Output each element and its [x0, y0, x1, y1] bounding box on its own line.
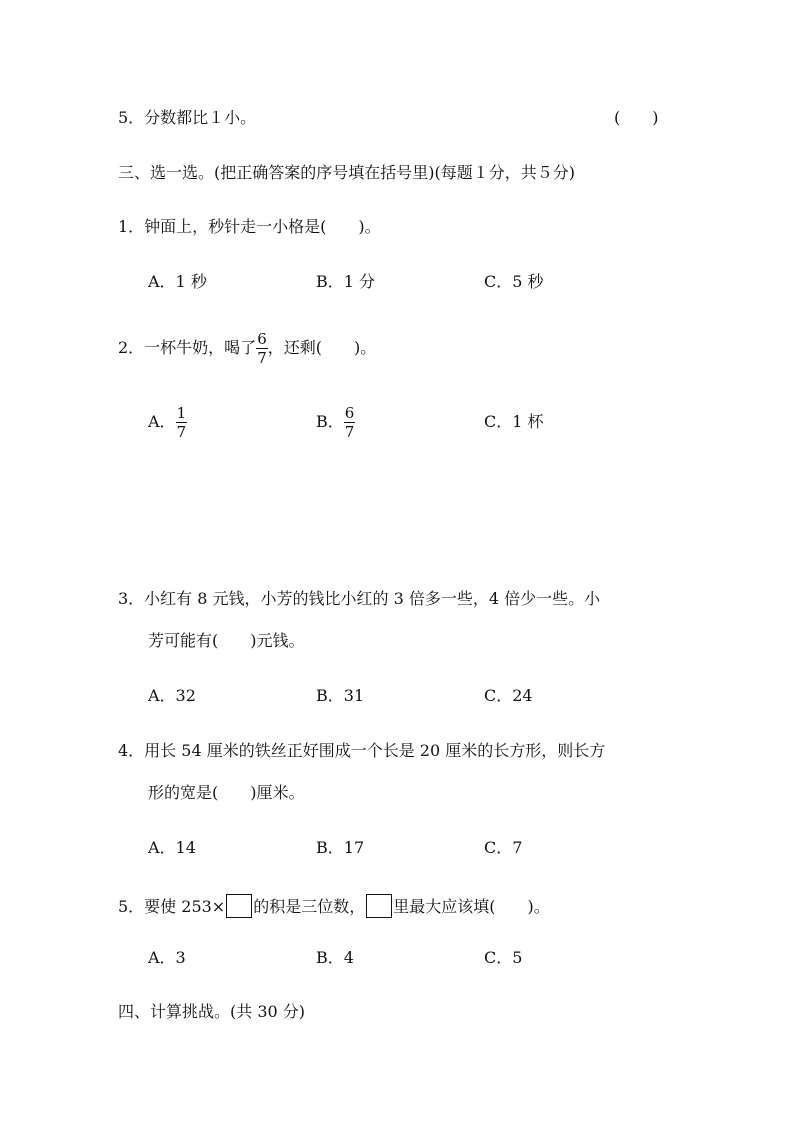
- q1-option-b: B．1 分: [316, 272, 376, 291]
- q5-option-a: A．3: [148, 948, 186, 967]
- judge-item-5: [118, 108, 256, 128]
- q2-option-b-label: B．: [316, 412, 344, 431]
- q3-option-a: A．32: [148, 686, 196, 705]
- q2-option-c: C．1 杯: [484, 412, 544, 431]
- q2-option-a-numerator: 1: [176, 404, 187, 422]
- q2-option-b-numerator: 6: [344, 404, 355, 422]
- q2-option-b-fraction: [344, 405, 356, 440]
- q2-option-a: [148, 402, 187, 442]
- q5-text-pre: 5．要使 253×: [118, 897, 226, 916]
- q2-fraction: [256, 331, 268, 366]
- q2-text-pre: 2．一杯牛奶，喝了: [118, 338, 257, 357]
- q2-option-b: [316, 402, 355, 442]
- q4-option-b: B．17: [316, 838, 365, 857]
- q5-text-mid: 的积是三位数，: [253, 897, 366, 916]
- question-4-line-1: 4．用长 54 厘米的铁丝正好围成一个长是 20 厘米的长方形，则长方: [118, 741, 606, 760]
- q2-option-a-label: A．: [148, 412, 176, 431]
- q1-option-c: C．5 秒: [484, 272, 544, 291]
- q4-option-c: C．7: [484, 838, 523, 857]
- section-4-title: 四、计算挑战。(共 30 分): [118, 1002, 306, 1021]
- q2-option-b-denominator: 7: [344, 423, 355, 441]
- q3-option-c: C．24: [484, 686, 533, 705]
- q5-blank-box-1: [226, 894, 252, 918]
- judge-item-5-answer-paren: ( ): [614, 108, 659, 127]
- q5-option-c: C．5: [484, 948, 523, 967]
- q5-blank-box-2: [366, 894, 392, 918]
- question-4-line-2: 形的宽是( )厘米。: [148, 783, 305, 802]
- q2-option-a-fraction: [176, 405, 188, 440]
- q2-option-a-denominator: 7: [176, 423, 187, 441]
- section-3-title: 三、选一选。(把正确答案的序号填在括号里)(每题１分，共５分): [118, 163, 575, 182]
- q2-fraction-numerator: 6: [257, 330, 267, 348]
- question-3-line-2: 芳可能有( )元钱。: [148, 631, 305, 650]
- q4-option-a: A．14: [148, 838, 196, 857]
- q5-option-b: B．4: [316, 948, 354, 967]
- question-3-line-1: 3．小红有 8 元钱，小芳的钱比小红的 3 倍多一些，4 倍少一些。小: [118, 589, 601, 608]
- q5-text-post: 里最大应该填( )。: [393, 897, 550, 916]
- q1-option-a: A．1 秒: [148, 272, 207, 291]
- question-1: 1．钟面上，秒针走一小格是( )。: [118, 217, 381, 236]
- q2-text-post: ，还剩( )。: [267, 338, 377, 357]
- question-5: [118, 894, 550, 918]
- q2-fraction-denominator: 7: [257, 349, 267, 367]
- question-2: [118, 328, 376, 368]
- q3-option-b: B．31: [316, 686, 365, 705]
- judge-item-5-text: 5．分数都比１小。: [118, 108, 257, 127]
